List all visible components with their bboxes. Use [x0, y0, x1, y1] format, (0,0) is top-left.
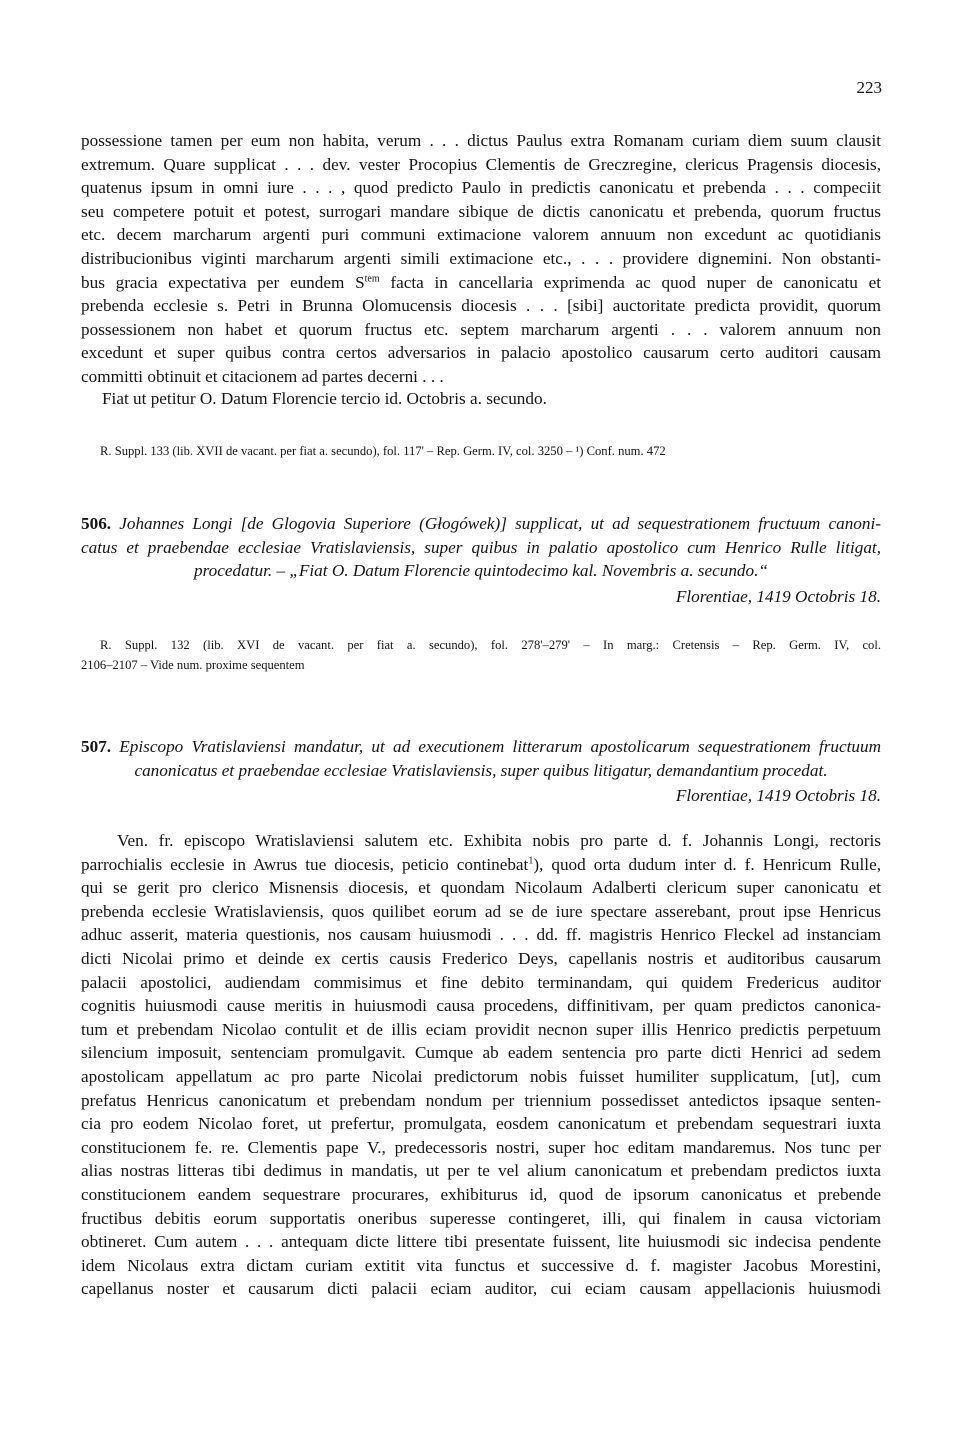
- apparatus-505: [100, 441, 880, 461]
- text-line: cognitis huiusmodi cause meritis in huiusmodi causa procedens, diffinitivam, per quam predictos canonica-: [81, 996, 881, 1016]
- text-line: prebenda ecclesie Wratislaviensis, quos quilibet eorum ad se de iure spectare asserebant, prout ipse Henricus: [81, 901, 881, 921]
- text-line: obtineret. Cum autem . . . antequam dicte littere tibi presentate fuissent, lite huiusmodi sic indecisa pendente: [81, 1232, 881, 1252]
- page-number: 223: [856, 78, 882, 97]
- document-date: Florentiae, 1419 Octobris 18.: [675, 586, 881, 606]
- text-line: palacii apostolici, audiendam commisimus et fine debito terminandam, qui quidem Fredericus auditor: [81, 972, 881, 992]
- apparatus-line: R. Suppl. 133 (lib. XVII de vacant. per fiat a. secundo), fol. 117' – Rep. Germ. IV, col. 3250 – ¹) Conf. num. 472: [100, 444, 666, 458]
- apparatus-line: 2106–2107 – Vide num. proxime sequentem: [81, 658, 305, 672]
- text-line: committi obtinuit et citacionem ad partes decerni . . .: [81, 366, 444, 386]
- text-line-with-superscript: [81, 271, 881, 295]
- regest-text: Johannes Longi [de Glogovia Superiore (Głogówek)] supplicat, ut ad sequestrationem fructuum canoni-: [111, 514, 881, 533]
- regest-506: [81, 512, 881, 608]
- text-fragment: parrochialis ecclesie in Awrus tue diocesis, peticio continebat: [81, 854, 529, 874]
- text-line: silencium imposuit, sentenciam promulgavit. Cumque ab eadem sentencia pro parte dicti Henrici ad sedem: [81, 1043, 881, 1063]
- top-paragraph: [81, 129, 881, 389]
- regest-line: [81, 512, 881, 536]
- regest-line: procedatur. – „Fiat O. Datum Florencie quintodecimo kal. Novembris a. secundo.“: [194, 561, 768, 581]
- text-line: prebenda ecclesie s. Petri in Brunna Olomucensis diocesis . . . [sibi] auctoritate predicta providit, quorum: [81, 296, 881, 316]
- text-line: etc. decem marcharum argenti puri communi extimacione valorem annuum non excedunt ac quotidianis: [81, 225, 881, 245]
- text-fragment: facta in cancellaria exprimenda ac quod nuper de canonicatu et: [379, 272, 881, 292]
- apparatus-506: [81, 635, 881, 675]
- text-line: excedunt et super quibus contra certos adversarios in palacio apostolico causarum certo auditori causam: [81, 343, 881, 363]
- text-line: cia pro eodem Nicolao foret, ut prefertur, promulgata, eosdem canonicatum et prebendam sequestrari iuxta: [81, 1114, 881, 1134]
- text-fragment: ), quod orta dudum inter d. f. Henricum Rulle,: [533, 854, 881, 874]
- fiat-line: Fiat ut petitur O. Datum Florencie tercio id. Octobris a. secundo.: [102, 389, 547, 408]
- apparatus-line: R. Suppl. 132 (lib. XVI de vacant. per fiat a. secundo), fol. 278'–279' – In marg.: Cretensis – Rep. Germ. IV, col.: [100, 638, 881, 652]
- document-number: 506.: [81, 514, 112, 533]
- regest-line: canonicatus et praebendae ecclesiae Vratislaviensis, super quibus litigatur, demandantium procedat.: [134, 760, 828, 780]
- main-text: [81, 829, 881, 1301]
- text-line: possessionem non habet et quorum fructus etc. septem marcharum argenti . . . valorem annuum non: [81, 319, 881, 339]
- regest-507: [81, 735, 881, 808]
- superscript: 1: [528, 854, 534, 866]
- text-line: capellanus noster et causarum dicti palacii eciam auditor, cui eciam causam appellacionis huiusmodi: [81, 1279, 881, 1299]
- text-line-with-superscript: [81, 853, 881, 877]
- text-line: alias nostras litteras tibi dedimus in mandatis, ut per te vel alium canonicatum et prebendam predictos iuxta: [81, 1161, 881, 1181]
- text-line: extremum. Quare supplicat . . . dev. vester Procopius Clementis de Greczregine, clericus Pragensis diocesis,: [81, 154, 881, 174]
- text-line: prefatus Henricus canonicatum et prebendam nondum per triennium possedisset antedictos ipsaque senten-: [81, 1090, 881, 1110]
- text-line: dicti Nicolai primo et deinde ex certis causis Frederico Deys, capellanis nostris et auditoribus causarum: [81, 948, 881, 968]
- text-line: distribucionibus viginti marcharum argenti simili extimacione etc., . . . providere dignemini. Non obstanti-: [81, 248, 881, 268]
- regest-text: Episcopo Vratislaviensi mandatur, ut ad executionem litterarum apostolicarum sequestrationem fructuum: [111, 737, 881, 756]
- text-line: qui se gerit pro clerico Misnensis diocesis, et quondam Nicolaum Adalberti clericum super canonicatu et: [81, 878, 881, 898]
- text-line: quatenus ipsum in omni iure . . . , quod predicto Paulo in predictis canonicatu et prebenda . . . compeciit: [81, 178, 881, 198]
- text-line: apostolicam appellatum ac pro parte Nicolai predictorum nobis fuisset humiliter supplicatum, [ut], cum: [81, 1066, 881, 1086]
- text-line: constitucionem eandem sequestrare procurares, exhibiturus id, quod de ipsorum canonicatus et prebende: [81, 1184, 881, 1204]
- text-line: Ven. fr. episcopo Wratislaviensi salutem etc. Exhibita nobis pro parte d. f. Johannis Longi, rectoris: [117, 831, 881, 850]
- regest-line: [81, 735, 881, 759]
- text-line: fructibus debitis eorum supportatis oneribus superesse contingeret, illi, qui finalem in causa victoriam: [81, 1208, 881, 1228]
- superscript: tem: [364, 272, 380, 284]
- text-line: possessione tamen per eum non habita, verum . . . dictus Paulus extra Romanam curiam diem suum clausit: [81, 131, 881, 150]
- document-date: Florentiae, 1419 Octobris 18.: [675, 786, 881, 806]
- text-line: idem Nicolaus extra dictam curiam extitit vita functus et successive d. f. magister Jacobus Morestini,: [81, 1255, 881, 1275]
- text-fragment: bus gracia expectativa per eundem S: [81, 272, 365, 292]
- text-line: seu competere potuit et potest, surrogari mandare sibique de dictis canonicatu et prebenda, quorum fructus: [81, 201, 881, 221]
- regest-line: catus et praebendae ecclesiae Vratislaviensis, super quibus in palatio apostolico cum Henrico Rulle litigat,: [81, 537, 881, 557]
- text-line: tum et prebendam Nicolao contulit et de illis eciam providit necnon super illis Henrico predictis perpetuum: [81, 1019, 881, 1039]
- text-line: adhuc asserit, materia questionis, nos causam huiusmodi . . . dd. ff. magistris Henrico Fleckel ad instanciam: [81, 925, 881, 945]
- document-number: 507.: [81, 737, 112, 756]
- text-line: constitucionem fe. re. Clementis pape V., predecessoris nostri, super hoc editam mandaremus. Nos tunc per: [81, 1137, 881, 1157]
